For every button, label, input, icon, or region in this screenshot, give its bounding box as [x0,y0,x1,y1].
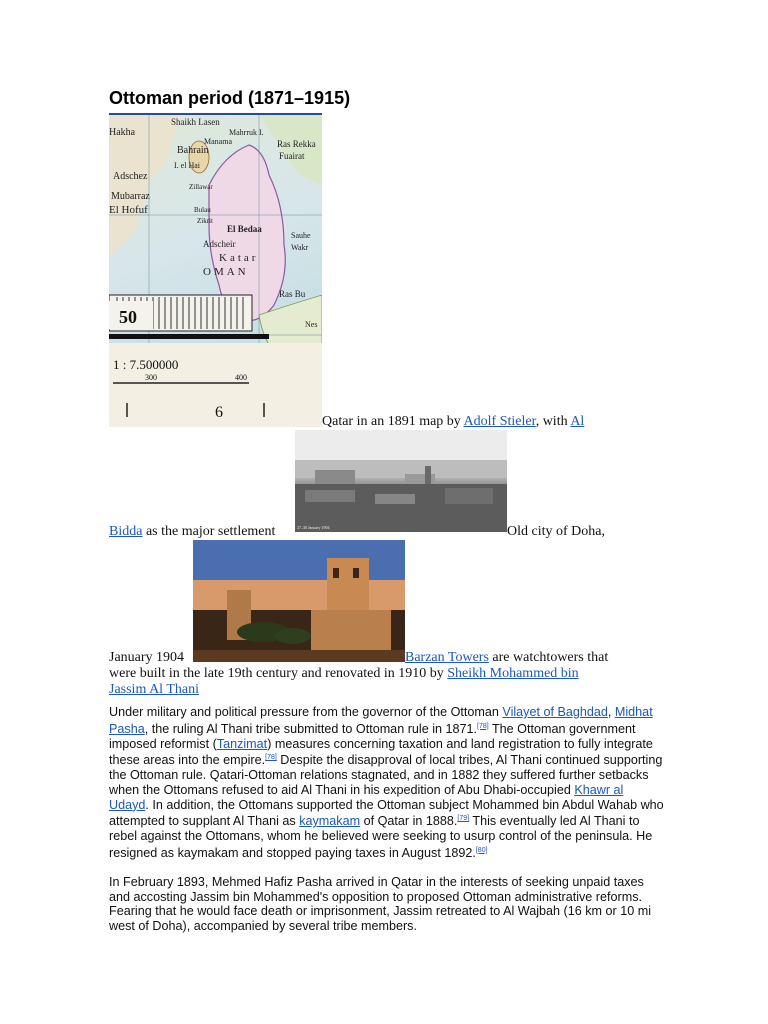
map-label: Bulau [194,206,211,214]
map-label: Adschez [113,171,148,182]
map-label: I. el Hai [174,161,200,170]
map-label: Nes [305,320,318,329]
map-grid-number: 6 [215,404,223,421]
link-tanzimat[interactable]: Tanzimat [216,736,268,751]
map-image-1891[interactable] [109,113,322,427]
photo-old-doha[interactable] [295,430,507,532]
map-drawing [109,115,322,427]
caption-old-city-line1: Old city of Doha, [507,524,605,539]
link-kaymakam[interactable]: kaymakam [299,814,361,829]
link-khawr-al-udayd[interactable]: Khawr al Udayd [109,782,624,812]
map-label: Bahrain [177,145,209,156]
link-vilayet-baghdad[interactable]: Vilayet of Baghdad [502,705,608,719]
ref-78b[interactable]: [78] [265,754,277,762]
map-label: Zillawar [189,183,213,191]
ref-80[interactable]: [80] [475,846,488,854]
link-al-bidda-part2[interactable]: Bidda [109,524,143,539]
link-midhat-pasha[interactable]: Midhat Pasha [109,705,653,736]
map-label: Fuairat [279,151,305,161]
photo-old-tiny-caption: 27–30 January 1904 [297,525,330,530]
photo-old-drawing [295,430,507,532]
link-al-bidda-part1[interactable]: Al [570,414,585,429]
caption-old-city-line2: January 1904 [109,650,185,665]
caption-map-line1: Qatar in an 1891 map by Adolf Stieler, with Al [322,414,585,429]
caption-map-line2: Bidda as the major settlement [109,524,276,539]
caption-towers-line1: Barzan Towers are watchtowers that [405,650,609,665]
map-scale-tick: 300 [145,373,157,382]
link-adolf-stieler[interactable]: Adolf Stieler [463,414,536,429]
link-barzan-towers[interactable]: Barzan Towers [405,650,489,665]
ref-78a[interactable]: [78] [477,722,489,730]
map-label: Zikrit [197,217,213,225]
map-label: El Hofuf [109,204,148,216]
link-sheikh-mohammed-part1[interactable]: Sheikh Mohammed bin [447,666,579,681]
photo-towers-drawing [193,540,405,662]
map-label: OMAN [203,266,249,278]
map-label: Manama [204,137,232,146]
paragraph-1: Under military and political pressure from the governor of the Ottoman Vilayet of Baghdad, Midhat Pasha, the ruling Al Thani tribe submitted to Ottoman rule in 1871.[78] The Ottoman government imposed reformist (Tanzimat) measures concerning taxation and land registration to fully integrate these areas into the empire.[78] Despite the disapproval of local tribes, Al Thani continued supporting the Ottoman rule. Qatari-Ottoman relations stagnated, and in 1882 they suffered further setbacks when the Ottomans refused to aid Al Thani in his expedition of Abu Dhabi-occupied Khawr al Udayd. In addition, the Ottomans supported the Ottoman subject Mohammed bin Abdul Wahab who attempted to supplant Al Thani as kaymakam of Qatar in 1888.[79] This eventually led Al Thani to rebel against the Ottomans, whom he believed were seeking to usurp control of the peninsula. He resigned as kaymakam and stopped paying taxes in August 1892.[80] [109,705,664,861]
map-scale-marker: 50 [119,307,137,327]
caption-towers-line3 [109,682,199,698]
map-label: Adscheir [203,239,236,249]
photo-barzan-towers[interactable] [193,540,405,662]
link-sheikh-mohammed-part2[interactable]: Jassim Al Thani [109,682,199,697]
map-label: Hakha [109,127,136,138]
map-label: Mubarraz [111,191,150,202]
map-label: Katar [219,252,259,264]
ref-79[interactable]: [79] [457,815,470,823]
map-scale-tick: 400 [235,373,247,382]
caption-towers-line2: were built in the late 19th century and renovated in 1910 by Sheikh Mohammed bin [109,666,579,681]
map-label: Shaikh Lasen [171,117,220,127]
map-label: Ras Bu [279,289,306,299]
map-label: Ras Rekka [277,139,316,149]
map-label: Mahrruk I. [229,128,264,137]
map-scale-text: 1 : 7.500000 [113,357,179,372]
paragraph-2: In February 1893, Mehmed Hafiz Pasha arrived in Qatar in the interests of seeking unpaid taxes and accosting Jassim bin Mohammed's opposition to proposed Ottoman administrative reforms. Fearing that he would face death or imprisonment, Jassim retreated to Al Wajbah (16 km or 10 mi west of Doha), accompanied by several tribe members. [109,875,652,934]
section-heading: Ottoman period (1871–1915) [109,88,351,108]
map-label: Wakr [291,243,309,252]
map-label: Sauhe [291,231,311,240]
map-label: El Bedaa [227,224,262,234]
